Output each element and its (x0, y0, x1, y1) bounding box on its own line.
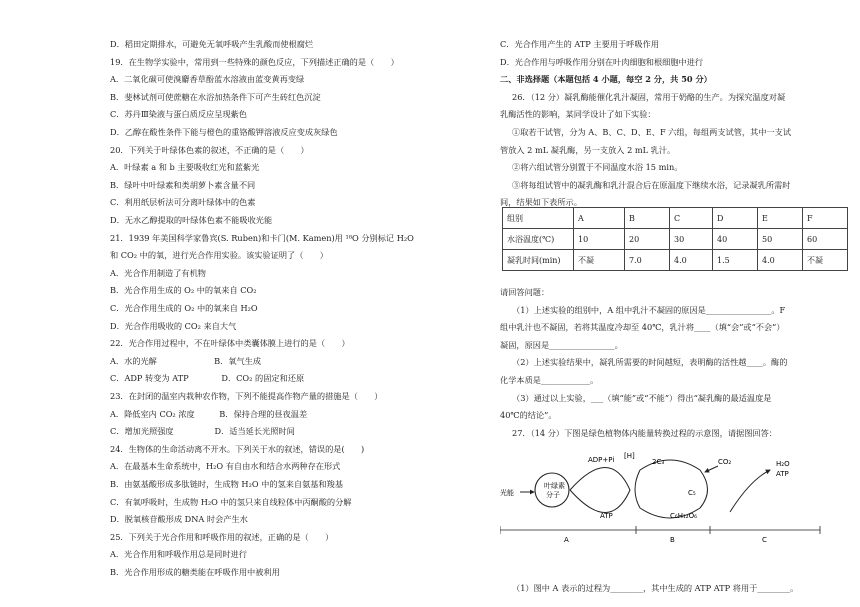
table-cell: C (670, 208, 713, 229)
table-cell: 水浴温度(℃) (503, 229, 574, 250)
left_column-line-1: 19．在生物学实验中，常用到一些特殊的颜色反应，下列描述正确的是（ ） (110, 56, 399, 67)
table-cell: B (625, 208, 670, 229)
label-b: B (670, 536, 675, 544)
left_column-line-24: A．在最基本生命系统中，H₂O 有自由水和结合水两种存在形式 (110, 461, 341, 472)
left_column-line-6: 20．下列关于叶绿体色素的叙述，不正确的是（ ） (110, 144, 309, 155)
svg-text:[H]: [H] (624, 452, 635, 460)
table-row (503, 229, 848, 250)
right_after_table-line-7: 40℃的结论”。 (500, 410, 557, 421)
q27-sub1: （1）图中 A 表示的过程为________，其中生成的 ATP ATP 将用于________。 (512, 583, 799, 593)
enzyme-results-table (502, 207, 848, 271)
left_column-line-26: C．有氧呼吸时，生成物 H₂O 中的氢只来自线粒体中丙酮酸的分解 (110, 496, 352, 507)
light-label: 光能 (500, 489, 514, 497)
label-c: C (762, 536, 767, 544)
svg-text:C₅: C₅ (688, 489, 696, 497)
svg-text:2C₃: 2C₃ (652, 458, 665, 466)
table-cell: 凝乳时间(min) (503, 250, 574, 271)
label-a: A (564, 536, 569, 544)
right_column-line-9: 间，结果如下表所示。 (500, 197, 582, 208)
left_column-line-17: 22．光合作用过程中，不在叶绿体中类囊体膜上进行的是（ ） (110, 338, 350, 349)
svg-text:ADP+Pi: ADP+Pi (588, 456, 615, 464)
svg-text:ATP: ATP (600, 512, 613, 520)
right_after_table-line-0: 请回答问题： (500, 287, 550, 297)
left_column-line-21: A．降低室内 CO₂ 浓度 B．保持合理的昼夜温差 (110, 408, 308, 419)
table-cell: 1.5 (713, 250, 758, 271)
table-cell: 60 (803, 229, 848, 250)
right_after_table-line-6: （3）通过以上实验，___（填“能”或“不能”）得出“凝乳酶的最适温度是 (512, 392, 772, 403)
right_after_table-line-5: 化学本质是____________。 (500, 375, 599, 385)
right_after_table-line-8: 27．（14 分）下图是绿色植物体内能量转换过程的示意图，请据图回答： (512, 427, 777, 438)
left_column-line-27: D．脱氧核苷酸形成 DNA 时会产生水 (110, 514, 248, 525)
table-cell: F (803, 208, 848, 229)
left_column-line-18: A．水的光解 B．氧气生成 (110, 355, 262, 366)
left_column-line-11: 21．1939 年美国科学家鲁宾(S. Ruben)和卡门(M. Kamen)用 ¹⁸O 分别标记 H₂O (110, 232, 414, 243)
table-row (503, 208, 848, 229)
right_after_table-line-3: 凝固，原因是________________。 (500, 339, 623, 350)
left_column-line-29: A．光合作用和呼吸作用总是同时进行 (110, 549, 247, 560)
left_column-line-5: D．乙醇在酸性条件下能与橙色的重铬酸钾溶液反应变成灰绿色 (110, 127, 338, 137)
energy-conversion-diagram (500, 450, 840, 545)
table-cell: 7.0 (625, 250, 670, 271)
right_after_table-line-4: （2）上述实验结果中，凝乳所需要的时间越短，表明酶的活性越____。酶的 (512, 357, 788, 368)
svg-text:C₆H₁₂O₆: C₆H₁₂O₆ (670, 512, 697, 520)
left_column-line-23: 24．生物体的生命活动离不开水。下列关于水的叙述，错误的是( ) (110, 443, 365, 454)
left_column-line-7: A．叶绿素 a 和 b 主要吸收红光和蓝紫光 (110, 162, 260, 173)
table-cell: 20 (625, 229, 670, 250)
table-cell: D (713, 208, 758, 229)
left_column-line-22: C．增加光照强度 D．适当延长光照时间 (110, 426, 295, 437)
right_column-line-0: C．光合作用产生的 ATP 主要用于呼吸作用 (500, 39, 659, 49)
right_column-line-2: 二、非选择题（本题包括 4 小题，每空 2 分，共 50 分） (500, 74, 712, 85)
table-cell: 组别 (503, 208, 574, 229)
right_after_table-line-2: 组中乳汁也不凝固，若将其温度冷却至 40℃，乳汁将____（填“会”或“不会”） (500, 322, 785, 333)
right_column-line-7: ②将六组试管分别置于不同温度水浴 15 min。 (512, 162, 683, 173)
left_column-line-2: A．二氧化碳可使溴麝香草酚蓝水溶液由蓝变黄再变绿 (110, 74, 305, 85)
svg-text:分子: 分子 (546, 491, 560, 499)
left_column-line-20: 23．在封闭的温室内栽种农作物，下列不能提高作物产量的措施是（ ） (110, 391, 383, 401)
table-cell: 50 (758, 229, 803, 250)
left_column-line-0: D．稻田定期排水，可避免无氧呼吸产生乳酸而使根腐烂 (110, 39, 314, 49)
table-cell: 4.0 (670, 250, 713, 271)
svg-text:CO₂: CO₂ (718, 458, 732, 466)
table-cell: 不凝 (803, 250, 848, 271)
left_column-line-13: A．光合作用制造了有机物 (110, 267, 206, 278)
table-cell: 30 (670, 229, 713, 250)
right_column-line-6: 管放入 2 mL 凝乳酶，另一支放入 2 mL 乳汁。 (500, 144, 676, 155)
left_column-line-9: C．利用纸层析法可分离叶绿体中的色素 (110, 197, 256, 208)
left_column-line-10: D．无水乙醇提取的叶绿体色素不能吸收光能 (110, 215, 273, 225)
right_column-line-1: D．光合作用与呼吸作用分别在叶肉细胞和根细胞中进行 (500, 56, 704, 67)
table-cell: 不凝 (574, 250, 625, 271)
right_after_table-line-1: （1）上述实验的组别中，A 组中乳汁不凝固的原因是________________。F (512, 304, 786, 315)
table-cell: A (574, 208, 625, 229)
right_column-line-5: ①取若干试管，分为 A、B、C、D、E、F 六组，每组两支试管，其中一支试 (512, 127, 792, 137)
left_column-line-19: C．ADP 转变为 ATP D．CO₂ 的固定和还原 (110, 373, 305, 384)
svg-text:H₂O: H₂O (776, 460, 790, 468)
svg-text:ATP: ATP (776, 470, 789, 478)
left_column-line-30: B．光合作用形成的糖类能在呼吸作用中被利用 (110, 567, 280, 577)
left_column-line-14: B．光合作用生成的 O₂ 中的氧来自 CO₂ (110, 285, 257, 296)
right_column-line-3: 26．（12 分）凝乳酶能催化乳汁凝固，常用于奶酪的生产。为探究温度对凝 (512, 91, 786, 102)
pigment-circle (535, 473, 569, 507)
table-cell: 10 (574, 229, 625, 250)
left_column-line-28: 25．下列关于光合作用和呼吸作用的叙述，正确的是（ ） (110, 531, 334, 542)
left_column-line-25: B．由氨基酸形成多肽链时，生成物 H₂O 中的氢来自氨基和羧基 (110, 479, 344, 489)
left_column-line-3: B．斐林试剂可使蔗糖在水浴加热条件下可产生砖红色沉淀 (110, 91, 321, 102)
left_column-line-16: D．光合作用吸收的 CO₂ 来自大气 (110, 320, 237, 331)
left_column-line-8: B．绿叶中叶绿素和类胡萝卜素含量不同 (110, 179, 256, 190)
right_column-line-4: 乳酶活性的影响，某同学设计了如下实验： (500, 109, 656, 120)
left_column-line-15: C．光合作用生成的 O₂ 中的氧来自 H₂O (110, 303, 258, 313)
right_column-line-8: ③将每组试管中的凝乳酶和乳汁混合后在原温度下继续水浴，记录凝乳所需时 (512, 179, 791, 190)
table-cell: 40 (713, 229, 758, 250)
table-row (503, 250, 848, 271)
table-cell: E (758, 208, 803, 229)
left_column-line-4: C．苏丹Ⅲ染液与蛋白质反应呈现紫色 (110, 109, 247, 120)
left_column-line-12: 和 CO₂ 中的氧，进行光合作用实验。该实验证明了（ ） (110, 250, 328, 261)
table-cell: 4.0 (758, 250, 803, 271)
svg-text:叶绿素: 叶绿素 (544, 482, 565, 490)
